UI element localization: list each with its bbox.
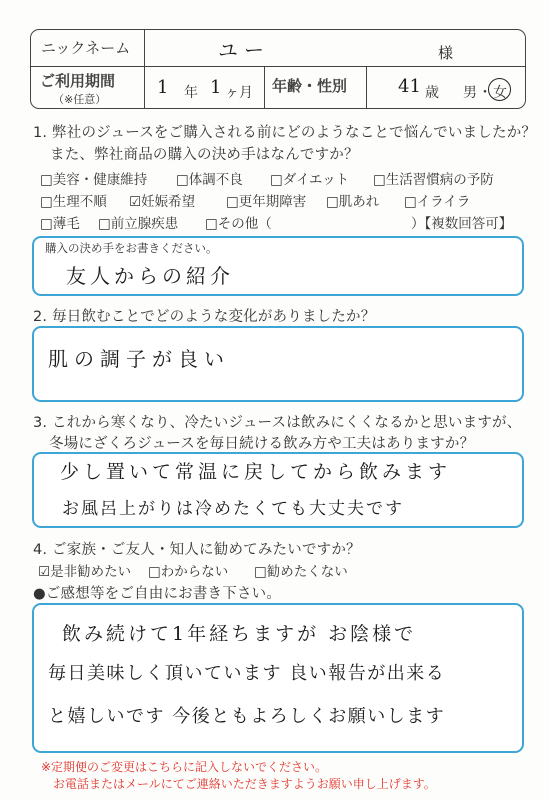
q3-answer-line1: 少し置いて常温に戻してから飲みます [60,461,452,483]
q5-question: ●ご感想等をご自由にお書き下さい。 [33,586,282,602]
age-value: 41 [398,76,421,97]
q3-question-line1: 3. これから寒くなり、冷たいジュースは飲みにくくなるかと思いますが、 [33,415,522,431]
q1-option[interactable]: □肌あれ [326,194,380,210]
q5-answer-line3: と嬉しいです 今後ともよろしくお願いします [48,706,446,727]
q1-option[interactable]: □ダイエット [270,172,350,188]
q1-option-checked[interactable]: ☑妊娠希望 [129,194,196,210]
gender-male: 男 [463,85,477,101]
period-month-unit: ヶ月 [225,85,253,101]
q4-option-checked[interactable]: ☑是非勧めたい [38,564,132,580]
q1-question-line2: また、弊社商品の購入の決め手はなんですか？ [50,147,359,163]
q5-answer-line2: 毎日美味しく頂いています 良い報告が出来る [48,663,446,684]
period-year-value: 1 [157,77,169,98]
q4-option[interactable]: □わからない [148,564,229,580]
table-divider [144,30,145,108]
q5-answer-line1: 飲み続けて1年経ちますが お陰様で [62,623,417,645]
footer-note-line1: ※定期便のご変更はこちらに記入しないでください。 [41,760,328,774]
q1-option[interactable]: □更年期障害 [226,194,307,210]
q1-option[interactable]: □生活習慣病の予防 [373,172,494,188]
q1-question-line1: 1. 弊社のジュースをご購入される前にどのようなことで悩んでいましたか？ [33,125,537,141]
nickname-label: ニックネーム [41,39,131,57]
gender-separator: ・ [478,85,492,101]
age-unit: 歳 [425,85,439,101]
q4-question: 4. ご家族・ご友人・知人に勧めてみたいですか？ [33,542,361,558]
table-divider [366,66,367,108]
q1-reason-answer: 友人からの紹介 [66,264,234,288]
q1-option[interactable]: □薄毛 [40,216,80,232]
q4-option[interactable]: □勧めたくない [254,564,348,580]
nickname-value: ユー [218,38,270,62]
q3-question-line2: 冬場にざくろジュースを毎日続ける飲み方や工夫はありますか？ [49,436,475,452]
period-year-unit: 年 [184,85,198,101]
female-circle-mark [488,78,511,101]
gender-female: 女 [493,85,507,101]
honorific: 様 [438,44,454,62]
q1-reason-label: 購入の決め手をお書きください。 [45,241,218,255]
footer-note-line2: お電話またはメールにてご連絡いただきますようお願い申し上げます。 [53,777,436,791]
q1-option-note: ）【複数回答可】 [411,216,513,232]
q1-option[interactable]: □前立腺疾患 [98,216,179,232]
q1-option[interactable]: □美容・健康維持 [40,172,148,188]
age-gender-label: 年齢・性別 [272,77,348,95]
period-month-value: 1 [210,77,222,98]
q1-option[interactable]: □その他（ [205,216,272,232]
q1-option[interactable]: □イライラ [404,194,471,210]
table-divider [31,66,525,67]
q1-option[interactable]: □生理不順 [40,194,107,210]
period-label: ご利用期間 [40,72,116,90]
q2-answer: 肌の調子が良い [48,347,230,371]
q2-question: 2. 毎日飲むことでどのような変化がありましたか？ [33,309,376,325]
period-note: （※任意） [53,93,107,106]
table-divider [264,66,265,108]
q1-option[interactable]: □体調不良 [176,172,243,188]
q3-answer-line2: お風呂上がりは冷めたくても大丈夫です [62,499,404,519]
